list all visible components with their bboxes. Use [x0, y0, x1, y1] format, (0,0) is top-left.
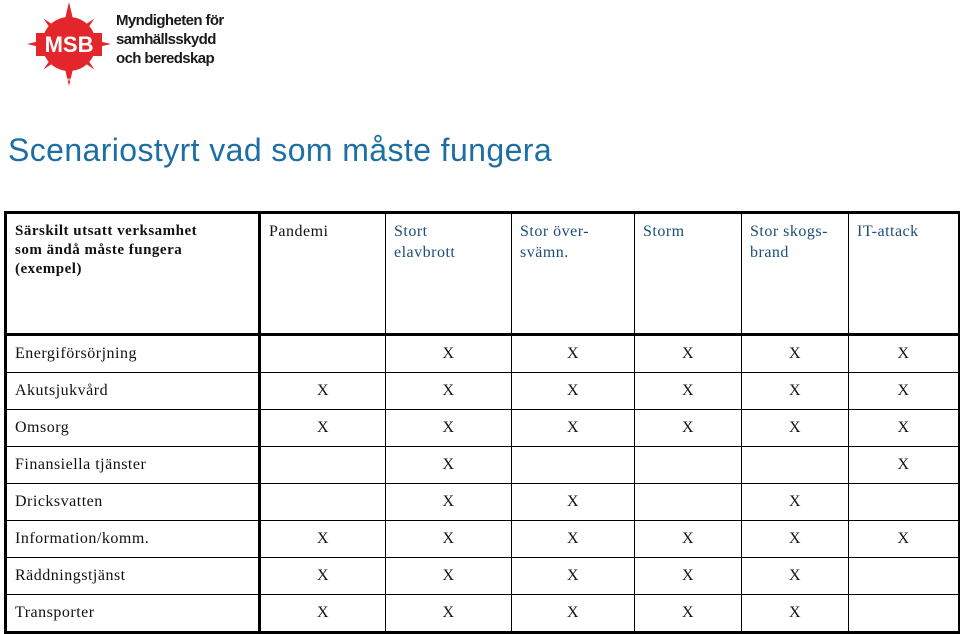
table-cell [849, 484, 960, 521]
table-cell [260, 484, 386, 521]
column-header-line: IT-attack [857, 223, 919, 240]
table-cell: X [742, 484, 849, 521]
column-header-line: Storm [643, 223, 685, 240]
table-cell: X [512, 484, 635, 521]
logo-org-name [116, 11, 224, 68]
table-cell: X [512, 521, 635, 558]
column-header-stor-oversvamning [512, 213, 635, 335]
table-cell: X [386, 558, 512, 595]
table-cell: X [849, 373, 960, 410]
table-row [6, 484, 960, 521]
table-cell: X [386, 447, 512, 484]
logo-symbol-text: MSB [44, 32, 94, 57]
row-label: Information/komm. [6, 521, 260, 558]
column-header-pandemi [260, 213, 386, 335]
column-header-line: brand [750, 244, 789, 261]
corner-header-line: (exempel) [15, 261, 82, 277]
table-row [6, 595, 960, 633]
row-label: Energiförsörjning [6, 335, 260, 373]
table-cell: X [742, 558, 849, 595]
table-row [6, 373, 960, 410]
corner-header-line: som ändå måste fungera [15, 242, 183, 258]
scenario-matrix-table [4, 211, 960, 634]
table-cell: X [260, 521, 386, 558]
table-row [6, 447, 960, 484]
table-cell: X [512, 335, 635, 373]
table-cell: X [260, 410, 386, 447]
corner-header-line: Särskilt utsatt verksamhet [15, 223, 198, 239]
table-cell [260, 447, 386, 484]
column-header-line: Pandemi [269, 223, 329, 240]
table-row [6, 335, 960, 373]
column-header-it-attack [849, 213, 960, 335]
column-header-line: svämn. [520, 244, 569, 261]
table-cell: X [386, 521, 512, 558]
column-header-line: elavbrott [394, 244, 456, 261]
msb-logo-icon [26, 0, 112, 86]
table-cell: X [742, 521, 849, 558]
table-cell: X [512, 373, 635, 410]
table-cell: X [512, 558, 635, 595]
corner-header [6, 213, 260, 335]
table-cell [635, 484, 742, 521]
table-row [6, 558, 960, 595]
table-header-row [6, 213, 960, 335]
table-cell: X [512, 595, 635, 633]
table-cell: X [635, 373, 742, 410]
table-cell: X [386, 410, 512, 447]
table-cell: X [742, 335, 849, 373]
row-label: Transporter [6, 595, 260, 633]
msb-logo [26, 0, 226, 88]
column-header-line: Stort [394, 223, 428, 240]
table-cell: X [386, 595, 512, 633]
table-cell: X [260, 558, 386, 595]
table-row [6, 521, 960, 558]
table-cell [635, 447, 742, 484]
table-cell [849, 595, 960, 633]
row-label: Dricksvatten [6, 484, 260, 521]
column-header-stor-skogsbrand [742, 213, 849, 335]
row-label: Finansiella tjänster [6, 447, 260, 484]
row-label: Omsorg [6, 410, 260, 447]
table-cell: X [742, 595, 849, 633]
column-header-stort-elavbrott [386, 213, 512, 335]
table-cell [849, 558, 960, 595]
table-cell: X [635, 595, 742, 633]
page-title: Scenariostyrt vad som måste fungera [8, 132, 553, 168]
table-cell: X [635, 558, 742, 595]
table-cell: X [849, 410, 960, 447]
table-cell [742, 447, 849, 484]
table-cell: X [386, 335, 512, 373]
table-cell: X [742, 373, 849, 410]
table-cell: X [512, 410, 635, 447]
column-header-line: Stor skogs- [750, 223, 828, 240]
table-cell [512, 447, 635, 484]
table-cell: X [635, 335, 742, 373]
logo-org-line: och beredskap [116, 50, 215, 67]
table-cell: X [386, 373, 512, 410]
table-cell: X [260, 595, 386, 633]
column-header-storm [635, 213, 742, 335]
row-label: Räddningstjänst [6, 558, 260, 595]
table-row [6, 410, 960, 447]
table-cell: X [635, 521, 742, 558]
table-cell: X [260, 373, 386, 410]
column-header-line: Stor över- [520, 223, 590, 240]
table-cell: X [849, 335, 960, 373]
table-cell: X [386, 484, 512, 521]
logo-org-line: samhällsskydd [116, 31, 216, 48]
table-cell: X [742, 410, 849, 447]
table-cell [260, 335, 386, 373]
table-cell: X [849, 521, 960, 558]
table-cell: X [635, 410, 742, 447]
table-cell: X [849, 447, 960, 484]
logo-org-line: Myndigheten för [116, 12, 224, 29]
row-label: Akutsjukvård [6, 373, 260, 410]
